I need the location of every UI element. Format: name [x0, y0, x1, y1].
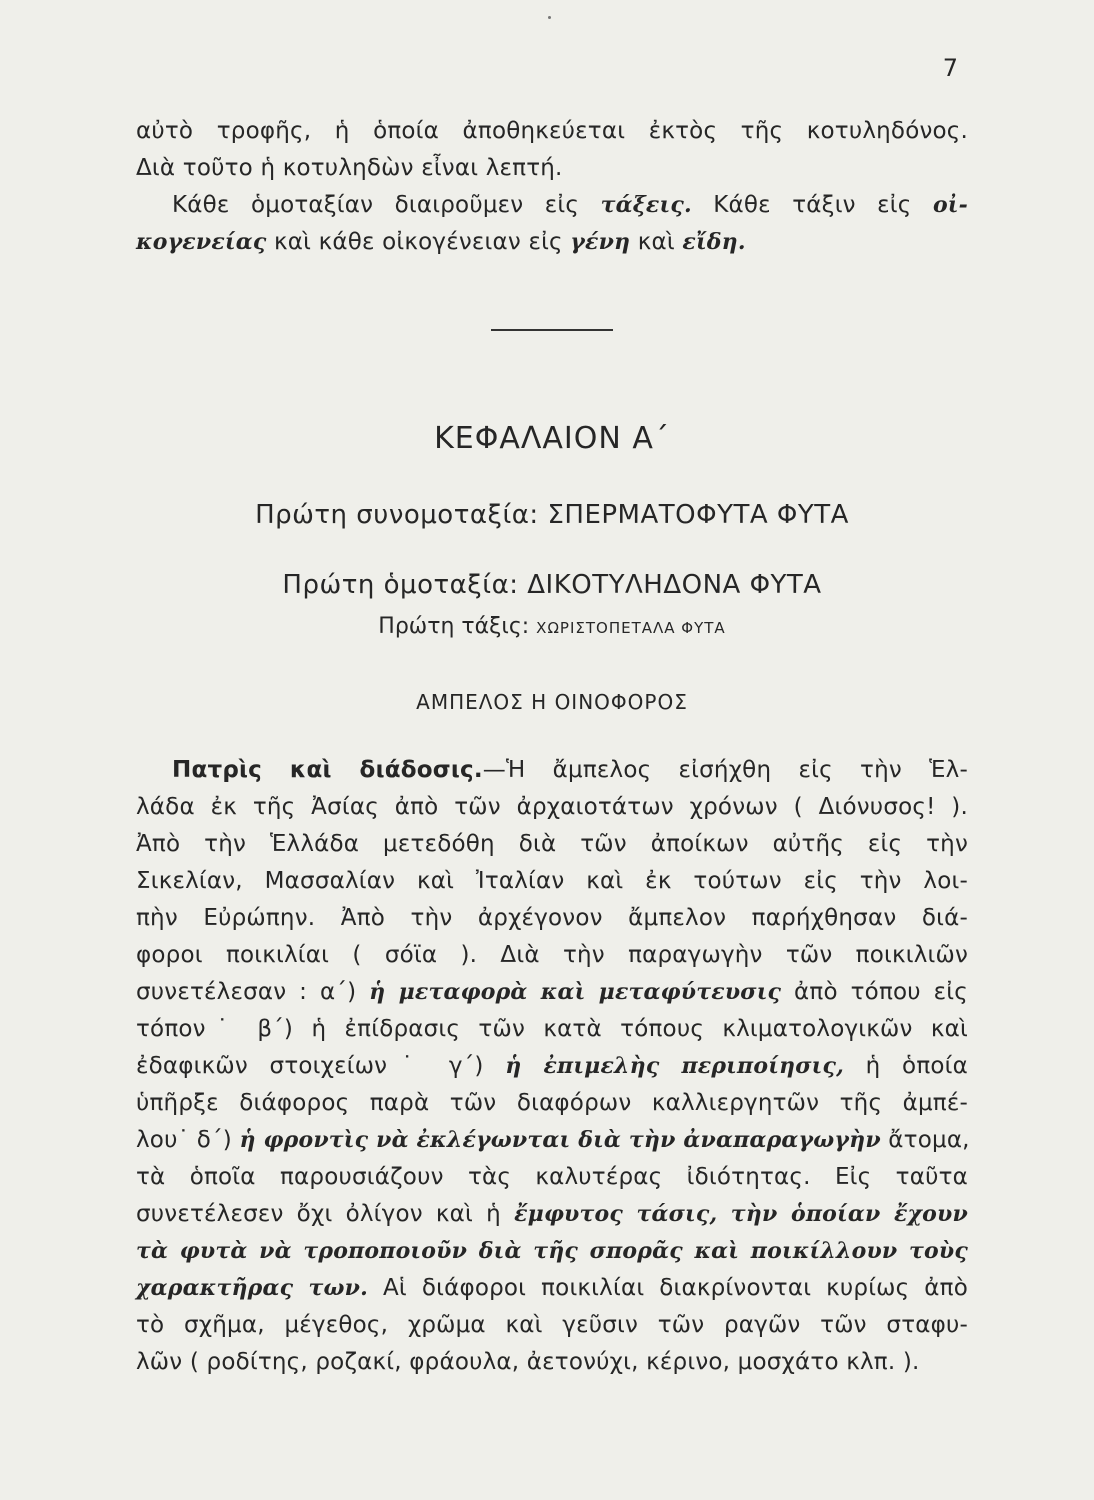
emphasis-term: κογενείας [136, 229, 267, 255]
emphasis-term: ἔμφυτος τάσις, τὴν ὁποίαν ἔχουν [514, 1201, 968, 1227]
plant-heading: ΑΜΠΕΛΟΣ Η ΟΙΝΟΦΟΡΟΣ [416, 690, 688, 714]
speck-mark [548, 16, 551, 19]
text-line [136, 1270, 968, 1307]
text-line: ὑπῆρξε διάφορος παρὰ τῶν διαφόρων καλλιεργητῶν τῆς ἀμπέ- [136, 1090, 968, 1116]
section-divider [491, 329, 613, 331]
text-line: Ἀπὸ τὴν Ἑλλάδα μετεδόθη διὰ τῶν ἀποίκων αὐτῆς εἰς τὴν [136, 831, 968, 857]
emphasis-term: οἰ- [932, 192, 968, 218]
text-line [136, 1122, 968, 1159]
emphasis-term: εἴδη. [682, 229, 746, 255]
run-in-heading: Πατρὶς καὶ διάδοσις. [172, 757, 483, 783]
text-line [136, 1196, 968, 1233]
main-paragraph [136, 752, 968, 1381]
text-run: καὶ κάθε οἰκογένειαν εἰς [266, 229, 571, 255]
heading-value: ΣΠΕΡΜΑΤΟΦΥΤΑ ΦΥΤΑ [547, 500, 849, 530]
text-line: λάδα ἐκ τῆς Ἀσίας ἀπὸ τῶν ἀρχαιοτάτων χρόνων ( Διόνυσος! ). [136, 794, 968, 820]
text-run: ἄτομα, [880, 1127, 970, 1153]
heading-label: Πρώτη τάξις: [378, 614, 537, 639]
text-line: λῶν ( ροδίτης, ροζακί, φράουλα, ἀετονύχι, κέρινο, μοσχάτο κλπ. ). [136, 1349, 920, 1375]
phylum-heading [136, 500, 968, 530]
text-line: τὸ σχῆμα, μέγεθος, χρῶμα καὶ γεῦσιν τῶν ραγῶν τῶν σταφυ- [136, 1312, 968, 1338]
text-run: Αἱ διάφοροι ποικιλίαι διακρίνονται κυρίως ἀπὸ [368, 1275, 968, 1301]
emphasis-term: τάξεις. [600, 192, 692, 218]
emphasis-term: ἡ φροντὶς νὰ ἐκλέγωνται διὰ τὴν ἀναπαραγωγὴν [239, 1127, 881, 1153]
intro-paragraph [136, 113, 968, 261]
heading-value: ΔΙΚΟΤΥΛΗΔΟΝΑ ΦΥΤΑ [527, 570, 822, 600]
text-line [136, 224, 968, 261]
text-run: καὶ [630, 229, 683, 255]
emphasis-term: ἡ μεταφορὰ καὶ μεταφύτευσις [369, 979, 782, 1005]
heading-label: Πρώτη ὁμοταξία: [282, 570, 528, 600]
text-run: συνετέλεσαν : α΄) [136, 979, 370, 1005]
text-run: —Ἡ ἄμπελος εἰσήχθη εἰς τὴν Ἑλ- [482, 757, 968, 783]
text-run: συνετέλεσεν ὄχι ὀλίγον καὶ ἡ [136, 1201, 515, 1227]
text-run: ἀπὸ τόπου εἰς [781, 979, 968, 1005]
text-line: τὰ ὁποῖα παρουσιάζουν τὰς καλυτέρας ἰδιότητας. Εἰς ταῦτα [136, 1164, 968, 1190]
text-line [136, 974, 968, 1011]
text-line [136, 187, 968, 224]
text-line: Σικελίαν, Μασσαλίαν καὶ Ἰταλίαν καὶ ἐκ τούτων εἰς τὴν λοι- [136, 868, 968, 894]
chapter-heading: ΚΕΦΑΛΑΙΟΝ Α΄ [434, 421, 670, 456]
page-number: 7 [942, 54, 958, 82]
text-run: ἡ ὁποία [843, 1053, 968, 1079]
text-run: λου˙ δ΄) [136, 1127, 240, 1153]
emphasis-term: ἡ ἐπιμελὴς περιποίησις, [505, 1053, 844, 1079]
heading-value: ΧΩΡΙΣΤΟΠΕΤΑΛΑ ΦΥΤΑ [536, 619, 726, 637]
text-run: ἐδαφικῶν στοιχείων˙ γ΄) [136, 1053, 506, 1079]
text-line: τόπον˙ β΄) ἡ ἐπίδρασις τῶν κατὰ τόπους κλιματολογικῶν καὶ [136, 1016, 968, 1042]
text-line: τὰ φυτὰ νὰ τροποποιοῦν διὰ τῆς σπορᾶς καὶ ποικίλλουν τοὺς [136, 1238, 968, 1264]
emphasis-term: χαρακτῆρας των. [136, 1275, 368, 1301]
text-run: Κάθε τάξιν εἰς [691, 192, 933, 218]
heading-label: Πρώτη συνομοταξία: [255, 500, 548, 530]
text-line [136, 1048, 968, 1085]
text-line: πὴν Εὐρώπην. Ἀπὸ τὴν ἀρχέγονον ἄμπελον παρήχθησαν διά- [136, 905, 968, 931]
text-run: Κάθε ὁμοταξίαν διαιροῦμεν εἰς [172, 192, 601, 218]
text-line: Διὰ τοῦτο ἡ κοτυληδὼν εἶναι λεπτή. [136, 155, 563, 181]
text-line: αὐτὸ τροφῆς, ἡ ὁποία ἀποθηκεύεται ἐκτὸς τῆς κοτυληδόνος. [136, 118, 968, 144]
text-line [136, 752, 968, 789]
class-heading [136, 570, 968, 600]
emphasis-term: γένη [570, 229, 631, 255]
text-line: φοροι ποικιλίαι ( σόϊα ). Διὰ τὴν παραγωγὴν τῶν ποικιλιῶν [136, 942, 968, 968]
order-heading [136, 614, 968, 639]
